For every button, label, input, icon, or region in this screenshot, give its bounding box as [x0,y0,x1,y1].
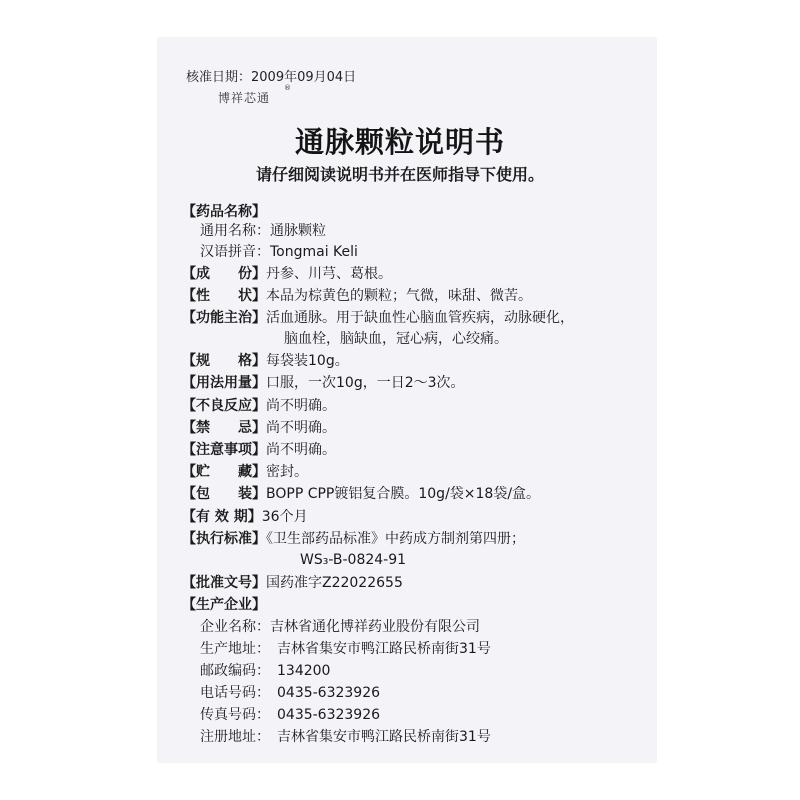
storage-label: 【贮 藏】 [182,464,266,480]
fax-number: 传真号码： 0435-6323926 [200,707,381,723]
production-address: 生产地址： 吉林省集安市鸭江路民桥南街31号 [200,641,491,657]
spec-value: 每袋装10g。 [266,353,349,369]
precautions-row [182,441,336,459]
standard-row [182,530,525,548]
dosage-row [182,374,465,392]
spec-label: 【规 格】 [182,353,266,369]
indications-label: 【功能主治】 [182,310,266,326]
registered-address: 注册地址： 吉林省集安市鸭江路民桥南街31号 [200,729,491,745]
precautions-value: 尚不明确。 [266,442,336,458]
validity-label: 【有 效 期】 [182,509,262,525]
package-value: BOPP CPP镀铝复合膜。10g/袋×18袋/盒。 [266,486,541,502]
indications-value-continued: 脑血栓，脑缺血，冠心病，心绞痛。 [284,331,508,347]
manufacturer-header: 【生产企业】 [182,597,266,613]
standard-code: WS₃-B-0824-91 [300,552,407,568]
validity-row [182,508,308,526]
spec-row [182,352,349,370]
brand-logo-text: 博祥芯通 [218,91,271,105]
phone-number: 电话号码： 0435-6323926 [200,685,381,701]
package-row [182,485,540,503]
precautions-label: 【注意事项】 [182,442,266,458]
indications-row [182,309,574,327]
standard-label: 【执行标准】 [182,531,266,547]
pinyin-name: 汉语拼音：Tongmai Keli [200,244,358,260]
properties-row [182,287,532,305]
usage-notice: 请仔细阅读说明书并在医师指导下使用。 [255,165,544,184]
standard-value: 《卫生部药品标准》中药成方制剂第四册； [266,531,525,547]
document-title: 通脉颗粒说明书 [294,125,505,159]
adverse-value: 尚不明确。 [266,398,336,414]
dosage-label: 【用法用量】 [182,375,266,391]
approval-date: 核准日期：2009年09月04日 [186,70,357,85]
generic-name: 通用名称：通脉颗粒 [200,223,326,239]
ingredients-row [182,265,392,283]
indications-value: 活血通脉。用于缺血性心脑血管疾病，动脉硬化， [266,310,574,326]
storage-value: 密封。 [266,464,308,480]
adverse-row [182,397,336,415]
contraindications-row [182,419,336,437]
properties-label: 【性 状】 [182,288,266,304]
ingredients-value: 丹参、川芎、葛根。 [266,266,392,282]
approval-number-row [182,574,403,592]
dosage-value: 口服，一次10g，一日2～3次。 [266,375,465,391]
contraindications-label: 【禁 忌】 [182,420,266,436]
storage-row [182,463,308,481]
validity-value: 36个月 [261,509,308,525]
properties-value: 本品为棕黄色的颗粒；气微，味甜、微苦。 [266,288,532,304]
drug-name-header: 【药品名称】 [182,204,266,220]
registered-mark: ® [284,84,291,92]
ingredients-label: 【成 份】 [182,266,266,282]
approval-number-label: 【批准文号】 [182,575,266,591]
adverse-label: 【不良反应】 [182,398,266,414]
contraindications-value: 尚不明确。 [266,420,336,436]
approval-number-value: 国药准字Z22022655 [266,575,403,591]
postal-code: 邮政编码： 134200 [200,663,331,679]
package-label: 【包 装】 [182,486,266,502]
company-name: 企业名称：吉林省通化博祥药业股份有限公司 [200,619,480,635]
